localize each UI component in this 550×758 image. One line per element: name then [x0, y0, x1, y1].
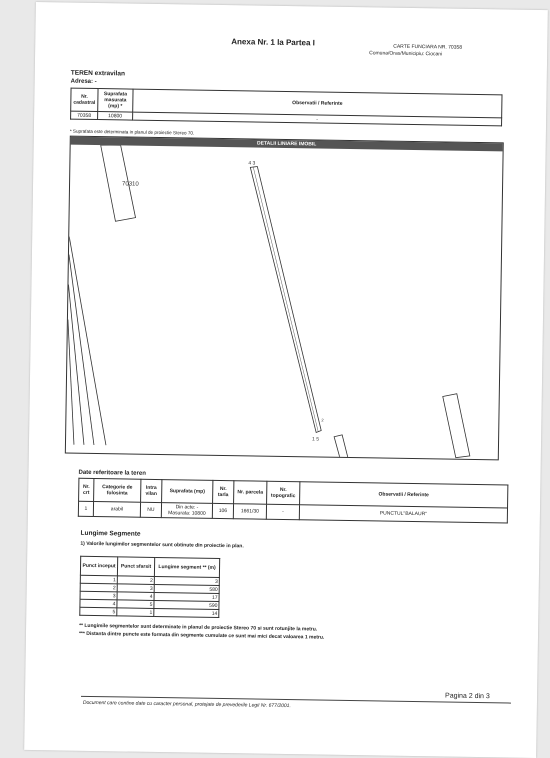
table-cell: PUNCTUL"BALAUR" — [299, 505, 507, 523]
table-cell: 1 — [117, 608, 154, 617]
table-cell: 590 — [154, 600, 219, 609]
segment-table — [79, 556, 220, 618]
neighbor-label-70310: 70310 — [122, 181, 139, 188]
column-header: Nr. topografic — [267, 481, 300, 505]
lungime-note: 1) Valorile lungimilor segmentelor sunt obtinute din proiectie in plan. — [80, 540, 244, 550]
table-header-row — [80, 556, 219, 577]
column-header: Intra vilan — [141, 479, 162, 502]
parcel-plan — [66, 145, 503, 460]
point-label-bottom: 1 5 — [312, 436, 320, 443]
carte-funciara-number: CARTE FUNCIARA NR. 70358 — [393, 43, 463, 51]
adresa-label: Adresa: - — [70, 78, 97, 85]
table-cell: 5 — [117, 600, 154, 609]
comuna-label: Comuna/Oras/Municipiu: Ciocani — [369, 50, 443, 58]
table-cell: 580 — [154, 584, 219, 593]
column-header: Punct sfarsit — [117, 557, 154, 577]
table-cell: 5 — [80, 607, 117, 616]
table-cell: 10800 — [98, 112, 133, 121]
column-header: Observatii / Referinte — [300, 482, 508, 508]
table-cell: 17 — [154, 592, 219, 601]
column-header: Suprafata (mp) — [162, 480, 213, 504]
table-cell: 4 — [117, 592, 154, 601]
column-header: Punct inceput — [80, 556, 117, 576]
suprafata-note: * Suprafata este determinata in planul de proiectie Stereo 70. — [69, 128, 195, 136]
table-cell: arabil — [93, 501, 140, 517]
table-cell: - — [133, 112, 502, 126]
table-cell: 3 — [117, 584, 154, 593]
table-cell-suprafata — [161, 503, 212, 519]
footnote-lungimi: ** Lungimile segmentelor sunt determinate in planul de proiectie Stereo 70 si sunt rotunjite la metru. — [79, 622, 318, 633]
column-header: Suprafata masurata (mp) * — [98, 89, 133, 113]
table-cell: 2 — [80, 583, 117, 592]
date-teren-table — [78, 478, 509, 524]
neighbor-parcel-right — [442, 393, 471, 457]
column-header: Nr. parcela — [234, 481, 267, 505]
column-header: Nr. crt — [79, 478, 94, 501]
table-cell: 14 — [154, 608, 219, 617]
footer-disclaimer: Document care contine date cu caracter personal, protejate de prevederile Legii Nr. 677/2001. — [82, 699, 291, 710]
table-cell: 1 — [80, 575, 117, 584]
point-label-mid: 2 — [321, 417, 324, 423]
table-cell: - — [266, 504, 299, 520]
teren-table — [70, 88, 502, 127]
column-header: Nr. cadastral — [71, 88, 98, 111]
plan-box — [65, 136, 504, 461]
document-page — [24, 2, 548, 758]
column-header: Categorie de folosinta — [94, 478, 141, 502]
footnote-distanta: *** Distanta dintre puncte este formata din segmente cumulate ce sunt mai mici decat valoarea 1 metru. — [78, 630, 325, 641]
teren-heading: TEREN extravilan — [70, 69, 126, 78]
table-cell: 4 — [80, 599, 117, 608]
column-header: Lungime segment ** (m) — [154, 557, 219, 577]
table-cell: 1661/30 — [233, 504, 266, 520]
table-row — [80, 607, 219, 617]
table-cell: 3 — [154, 576, 219, 585]
column-header: Nr. tarla — [213, 480, 234, 503]
page-number: Pagina 2 din 3 — [445, 692, 490, 701]
table-cell: 3 — [80, 591, 117, 600]
document-title: Anexa Nr. 1 la Partea I — [231, 37, 315, 48]
table-cell: 106 — [212, 503, 233, 518]
neighbor-line — [66, 320, 76, 445]
table-cell: 2 — [117, 576, 154, 585]
suprafata-acte: Din acte: - — [175, 504, 199, 511]
table-cell: 70358 — [71, 111, 98, 119]
table-cell: 1 — [78, 501, 93, 516]
plan-header: DETALII LINIARE IMOBIL — [71, 137, 503, 152]
column-header: Observatii / Referinte — [133, 89, 502, 118]
table-cell: NU — [140, 502, 161, 517]
point-label-top: 4 3 — [248, 160, 256, 167]
suprafata-masurata: Masurata: 10800 — [168, 510, 206, 517]
neighbor-parcel-bottom — [334, 435, 349, 460]
lungime-segmente-heading: Lungime Segmente — [80, 529, 141, 538]
date-teren-heading: Date referitoare la teren — [78, 469, 146, 477]
